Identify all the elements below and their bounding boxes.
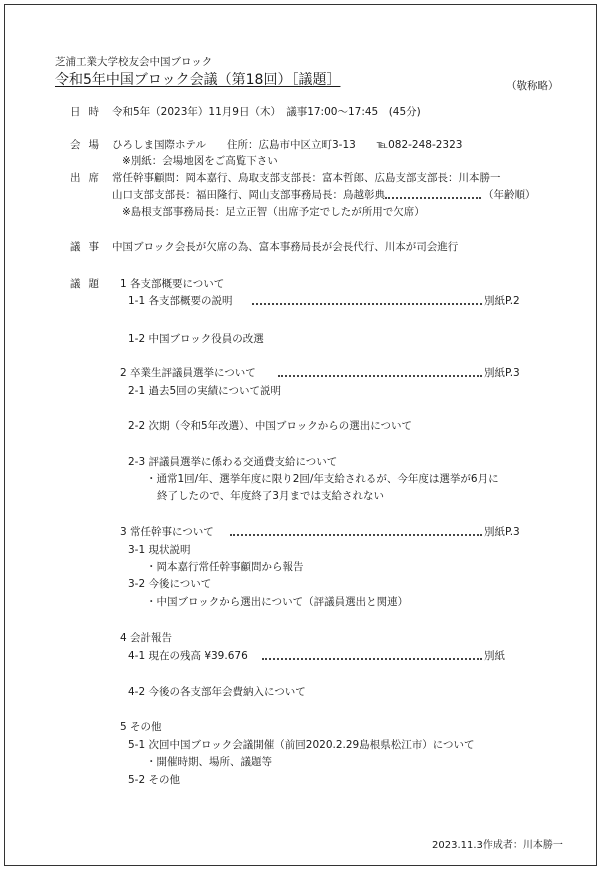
agenda-item-2-2: 2-2 次期（令和5年改選）、中国ブロックからの選出について xyxy=(128,420,412,432)
agenda-item-5-2: 5-2 その他 xyxy=(128,774,180,786)
agenda-section-3: 3 常任幹事について xyxy=(120,526,214,538)
created-by-footer: 2023.11.3作成者：川本勝一 xyxy=(432,840,563,851)
attendance-line-2: 山口支部支部長：福田隆行、岡山支部事務局長：鳥越彰典 xyxy=(112,189,385,201)
agenda-item-2-3-bullet: ・通常1回/年、選挙年度に限り2回/年支給されるが、今年度は選挙が6月に xyxy=(146,473,499,485)
leader-dots xyxy=(385,197,481,199)
honorific-note: （敬称略） xyxy=(506,80,559,92)
agenda-item-1-2: 1-2 中国ブロック役員の改選 xyxy=(128,333,264,345)
attendance-age-order: （年齢順） xyxy=(483,189,536,201)
attendance-line-1: 常任幹事顧問：岡本嘉行、鳥取支部支部長：富本哲郎、広島支部支部長：川本勝一 xyxy=(112,172,501,184)
organization-name: 芝浦工業大学校友会中国ブロック xyxy=(55,56,213,68)
agenda-item-2-3-bullet-cont: 終了したので、年度終了3月までは支給されない xyxy=(157,490,384,502)
venue-value: ひろしま国際ホテル 住所：広島市中区立町3-13 ℡082-248-2323 xyxy=(112,139,463,151)
attendance-line-3: ※島根支部事務局長：足立正智（出席予定でしたが所用で欠席） xyxy=(122,206,425,218)
agenda-item-1-1-ref: 別紙P.2 xyxy=(484,295,520,307)
attendance-label: 出席 xyxy=(70,172,107,184)
agenda-item-2-3: 2-3 評議員選挙に係わる交通費支給について xyxy=(128,456,338,468)
venue-label: 会場 xyxy=(70,139,107,151)
agenda-section-2: 2 卒業生評議員選挙について xyxy=(120,367,256,379)
agenda-item-4-2: 4-2 今後の各支部年会費納入について xyxy=(128,686,306,698)
agenda-item-3-2-bullet: ・中国ブロックから選出について（評議員選出と関連） xyxy=(146,596,409,608)
datetime-value: 令和5年（2023年）11月9日（木） 議事17:00～17:45 (45分) xyxy=(112,106,421,118)
agenda-item-5-1-bullet: ・開催時期、場所、議題等 xyxy=(146,756,272,768)
agenda-item-3-2: 3-2 今後について xyxy=(128,578,212,590)
leader-dots xyxy=(252,303,482,305)
proceedings-value: 中国ブロック会長が欠席の為、富本事務局長が会長代行、川本が司会進行 xyxy=(112,241,459,253)
agenda-item-3-1: 3-1 現状説明 xyxy=(128,544,191,556)
agenda-section-3-ref: 別紙P.3 xyxy=(484,526,520,538)
agenda-section-5: 5 その他 xyxy=(120,721,162,733)
leader-dots xyxy=(278,375,482,377)
proceedings-label: 議事 xyxy=(70,241,107,253)
document-page xyxy=(4,4,597,866)
agenda-label: 議題 xyxy=(70,278,107,290)
agenda-item-3-1-bullet: ・岡本嘉行常任幹事顧問から報告 xyxy=(146,561,304,573)
agenda-item-5-1: 5-1 次回中国ブロック会議開催（前回2020.2.29島根県松江市）について xyxy=(128,739,475,751)
agenda-section-4: 4 会計報告 xyxy=(120,632,173,644)
agenda-item-4-1: 4-1 現在の残高 ¥39.676 xyxy=(128,650,248,662)
agenda-item-1-1: 1-1 各支部概要の説明 xyxy=(128,295,233,307)
datetime-label: 日時 xyxy=(70,106,107,118)
agenda-section-2-ref: 別紙P.3 xyxy=(484,367,520,379)
venue-note: ※別紙：会場地図をご高覧下さい xyxy=(122,155,278,167)
agenda-section-1: 1 各支部概要について xyxy=(120,278,225,290)
document-title: 令和5年中国ブロック会議（第18回）［議題］ xyxy=(55,72,341,88)
agenda-item-4-1-ref: 別紙 xyxy=(484,650,505,662)
agenda-item-2-1: 2-1 過去5回の実績について説明 xyxy=(128,385,281,397)
leader-dots xyxy=(262,658,482,660)
leader-dots xyxy=(230,534,482,536)
